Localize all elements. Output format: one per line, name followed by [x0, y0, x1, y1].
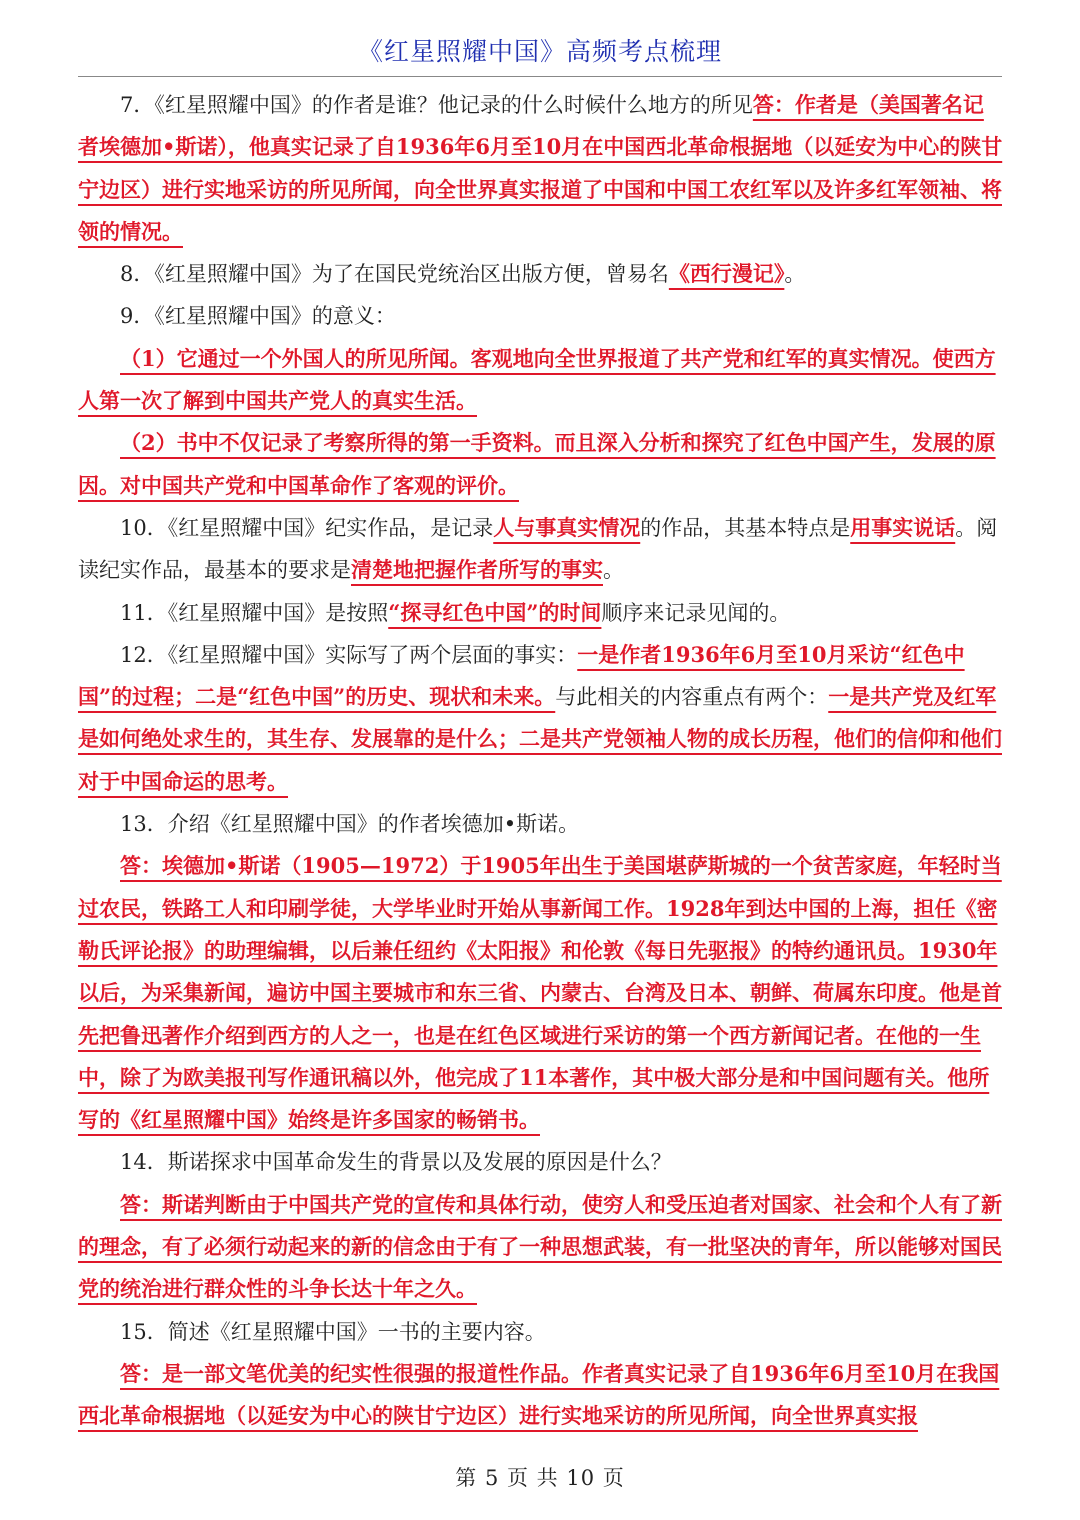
answer-13: 答：埃德加•斯诺（1905—1972）于1905年出生于美国堪萨斯城的一个贫苦家庭，年轻时当过农民，铁路工人和印刷学徒，大学毕业时开始从事新闻工作。1928年到达中国的上海，担任《密勒氏评论报》的助理编辑，以后兼任纽约《太阳报》和伦敦《每日先驱报》的特约通讯员。1930年以后，为采集新闻，遍访中国主要城市和东三省、内蒙古、台湾及日本、朝鲜、荷属东印度。他是首先把鲁迅著作介绍到西方的人之一，也是在红色区域进行采访的第一个西方新闻记者。在他的一生中，除了为欧美报刊写作通讯稿以外，他完成了11本著作，其中极大部分是和中国问题有关。他所写的《红星照耀中国》始终是许多国家的畅销书。 [78, 853, 1002, 1133]
question-text: 8．《红星照耀中国》为了在国民党统治区出版方便，曾易名 [120, 262, 669, 287]
question-text: 。阅读纪实作品，最基本的要求是 [78, 515, 998, 583]
question-7 [78, 84, 1004, 253]
question-10 [78, 507, 1004, 592]
question-11 [78, 592, 1004, 634]
question-13: 13．介绍《红星照耀中国》的作者埃德加•斯诺。 [120, 812, 580, 837]
question-text: 与此相关的内容重点有两个： [555, 685, 829, 710]
answer-text: 用事实说话 [850, 514, 956, 540]
question-text-tail: 。 [784, 262, 806, 287]
answer-text: 一是共产党及红军是如何绝处求生的，其生存、发展靠的是什么；二是共产党领袖人物的成长历程，他们的信仰和他们对于中国命运的思考。 [78, 684, 1002, 794]
question-12 [78, 634, 1004, 803]
answer-text: “探寻红色中国”的时间 [388, 599, 602, 625]
page-number: 第 5 页 共 10 页 [455, 1466, 625, 1490]
document-title: 《红星照耀中国》高频考点梳理 [357, 37, 722, 66]
answer-text: 《西行漫记》 [668, 261, 785, 287]
question-8 [78, 253, 1004, 295]
answer-9-part-1: （1）它通过一个外国人的所见所闻。客观地向全世界报道了共产党和红军的真实情况。使西方人第一次了解到中国共产党人的真实生活。 [78, 345, 996, 414]
document-body [78, 84, 1004, 1438]
question-text: 12．《红星照耀中国》实际写了两个层面的事实： [120, 642, 578, 667]
answer-14: 答：斯诺判断由于中国共产党的宣传和具体行动，使穷人和受压迫者对国家、社会和个人有了新的理念，有了必须行动起来的新的信念由于有了一种思想武装，有一批坚决的青年，所以能够对国民党的统治进行群众性的斗争长达十年之久。 [78, 1191, 1002, 1302]
header-divider [78, 76, 1002, 77]
question-9: 9．《红星照耀中国》的意义： [120, 304, 396, 329]
question-14: 14．斯诺探求中国革命发生的背景以及发展的原因是什么？ [120, 1150, 672, 1175]
question-text: 10．《红星照耀中国》纪实作品，是记录 [120, 515, 494, 540]
question-text: 顺序来记录见闻的。 [601, 600, 791, 625]
answer-text: 一是作者1936年6月至10月采访“红色中国”的过程；二是“红色中国”的历史、现状和未来。 [78, 641, 965, 710]
answer-15: 答：是一部文笔优美的纪实性很强的报道性作品。作者真实记录了自1936年6月至10月在我国西北革命根据地（以延安为中心的陕甘宁边区）进行实地采访的所见所闻，向全世界真实报 [78, 1360, 1000, 1429]
question-text: 。 [603, 558, 624, 583]
answer-text: 答：作者是（美国著名记者埃德加•斯诺），他真实记录了自1936年6月至10月在中国西北革命根据地（以延安为中心的陕甘宁边区）进行实地采访的所见所闻，向全世界真实报道了中国和中国工农红军以及许多红军领袖、将领的情况。 [78, 92, 1003, 244]
answer-9-part-2: （2）书中不仅记录了考察所得的第一手资料。而且深入分析和探究了红色中国产生，发展的原因。对中国共产党和中国革命作了客观的评价。 [78, 430, 996, 498]
question-text: 7．《红星照耀中国》的作者是谁？他记录的什么时候什么地方的所见 [120, 93, 753, 117]
question-text: 的作品，其基本特点是 [640, 515, 851, 540]
question-text: 11．《红星照耀中国》是按照 [120, 600, 389, 625]
answer-text: 清楚地把握作者所写的事实 [351, 557, 603, 583]
question-15: 15．简述《红星照耀中国》一书的主要内容。 [120, 1319, 546, 1344]
answer-text: 人与事真实情况 [493, 514, 641, 540]
